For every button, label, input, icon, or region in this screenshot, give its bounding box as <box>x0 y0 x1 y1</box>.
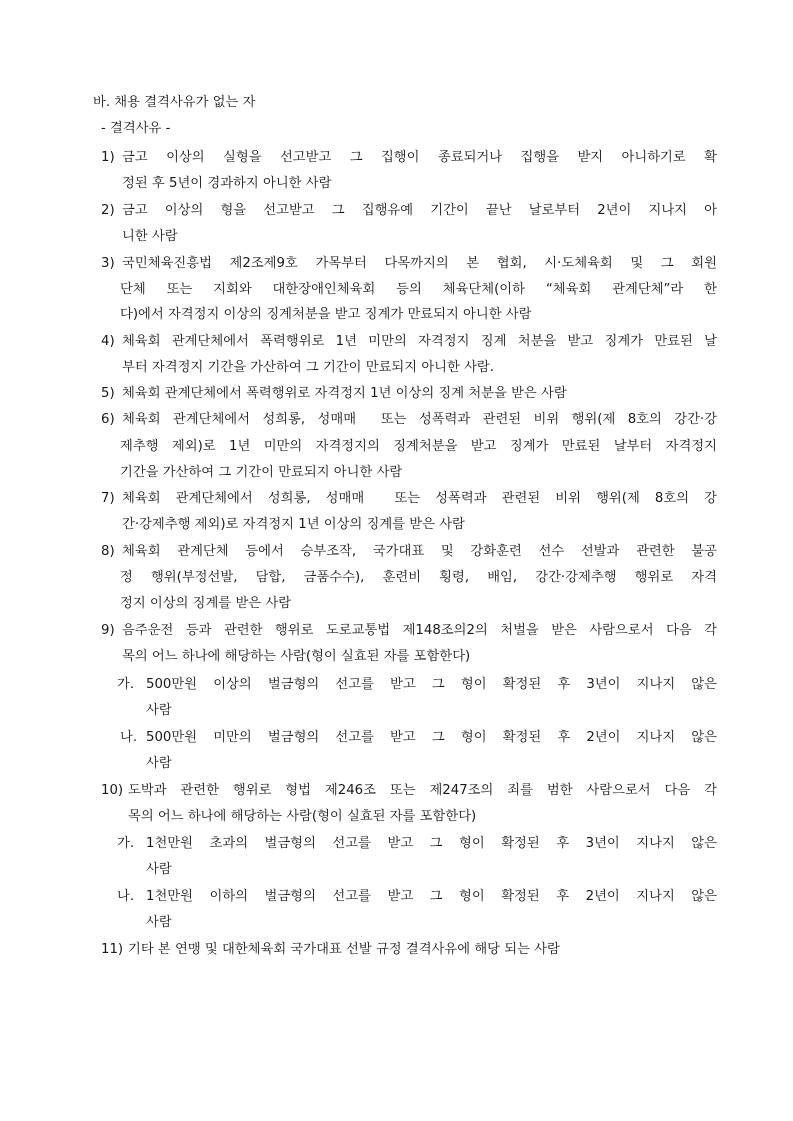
item-number: 4) <box>101 334 115 349</box>
subitem-text: 사람 <box>146 862 172 877</box>
item-text: 목의 어느 하나에 해당하는 사람(형이 실효된 자를 포함한다) <box>122 649 471 664</box>
subitem-marker: 나. <box>120 730 138 745</box>
item-text: 다)에서 자격정지 이상의 징계처분을 받고 징계가 만료되지 아니한 사람 <box>120 307 532 322</box>
item-text: 니한 사람 <box>122 229 178 244</box>
item-number: 1) <box>101 150 115 165</box>
subitem-marker: 가. <box>117 836 135 851</box>
item-text: 부터 자격정지 기간을 가산하여 그 기간이 만료되지 아니한 사람. <box>122 360 495 375</box>
item-text: 체육회 관계단체에서 폭력행위로 1년 미만의 자격정지 징계 처분을 받고 징계가 만료된 날 <box>122 334 717 349</box>
item-text: 단체 또는 지회와 대한장애인체육회 등의 체육단체(이하 “체육회 관계단체”라 한 <box>120 282 717 297</box>
item-number: 10) <box>101 783 124 798</box>
item-number: 9) <box>101 623 115 638</box>
item-text: 도박과 관련한 행위로 형법 제246조 또는 제247조의 죄를 범한 사람으로서 다음 각 <box>128 783 717 798</box>
item-text: 목의 어느 하나에 해당하는 사람(형이 실효된 자를 포함한다) <box>128 809 477 824</box>
subitem-text: 사람 <box>146 756 172 771</box>
item-number: 5) <box>101 386 115 401</box>
item-number: 6) <box>101 412 115 427</box>
item-number: 2) <box>101 203 115 218</box>
section-heading: 바. 채용 결격사유가 없는 자 <box>93 95 256 110</box>
item-number: 3) <box>101 256 115 271</box>
subitem-marker: 나. <box>117 889 135 904</box>
item-text: 음주운전 등과 관련한 행위로 도로교통법 제148조의2의 처벌을 받은 사람으로서 다음 각 <box>122 623 717 638</box>
item-number: 7) <box>101 491 115 506</box>
subitem-text: 1천만원 이하의 벌금형의 선고를 받고 그 형이 확정된 후 2년이 지나지 않은 <box>146 889 717 904</box>
item-text: 금고 이상의 형을 선고받고 그 집행유예 기간이 끝난 날로부터 2년이 지나지 아 <box>122 203 717 218</box>
item-text: 국민체육진흥법 제2조제9호 가목부터 다목까지의 본 협회, 시·도체육회 및 그 회원 <box>122 256 717 271</box>
item-text: 제추행 제외)로 1년 미만의 자격정지의 징계처분을 받고 징계가 만료된 날부터 자격정지 <box>120 439 717 454</box>
item-text: 정 행위(부정선발, 담합, 금품수수), 훈련비 횡령, 배임, 강간·강제추행 행위로 자격 <box>120 570 717 585</box>
item-text: 금고 이상의 실형을 선고받고 그 집행이 종료되거나 집행을 받지 아니하기로 확 <box>122 150 717 165</box>
subitem-text: 1천만원 초과의 벌금형의 선고를 받고 그 형이 확정된 후 3년이 지나지 않은 <box>146 836 717 851</box>
section-subheading: - 결격사유 - <box>101 121 171 136</box>
item-text: 기타 본 연맹 및 대한체육회 국가대표 선발 규정 결격사유에 해당 되는 사람 <box>128 942 560 957</box>
item-text: 기간을 가산하여 그 기간이 만료되지 아니한 사람 <box>120 465 403 480</box>
item-text: 체육회 관계단체에서 폭력행위로 자격정지 1년 이상의 징계 처분을 받은 사람 <box>122 386 567 401</box>
item-text: 체육회 관계단체에서 성희롱, 성매매 또는 성폭력과 관련된 비위 행위(제 8호의 강간·강 <box>122 412 717 427</box>
item-number: 8) <box>101 544 115 559</box>
item-text: 체육회 관계단체 등에서 승부조작, 국가대표 및 강화훈련 선수 선발과 관련한 불공 <box>122 544 717 559</box>
item-text: 정된 후 5년이 경과하지 아니한 사람 <box>122 176 332 191</box>
subitem-text: 500만원 미만의 벌금형의 선고를 받고 그 형이 확정된 후 2년이 지나지 않은 <box>146 730 717 745</box>
item-text: 정지 이상의 징계를 받은 사람 <box>120 596 292 611</box>
item-text: 간·강제추행 제외)로 자격정지 1년 이상의 징계를 받은 사람 <box>122 517 465 532</box>
subitem-text: 사람 <box>146 703 172 718</box>
subitem-text: 사람 <box>146 915 172 930</box>
subitem-text: 500만원 이상의 벌금형의 선고를 받고 그 형이 확정된 후 3년이 지나지 않은 <box>146 677 717 692</box>
item-text: 체육회 관계단체에서 성희롱, 성매매 또는 성폭력과 관련된 비위 행위(제 8호의 강 <box>122 491 717 506</box>
subitem-marker: 가. <box>117 677 135 692</box>
item-number: 11) <box>101 942 124 957</box>
